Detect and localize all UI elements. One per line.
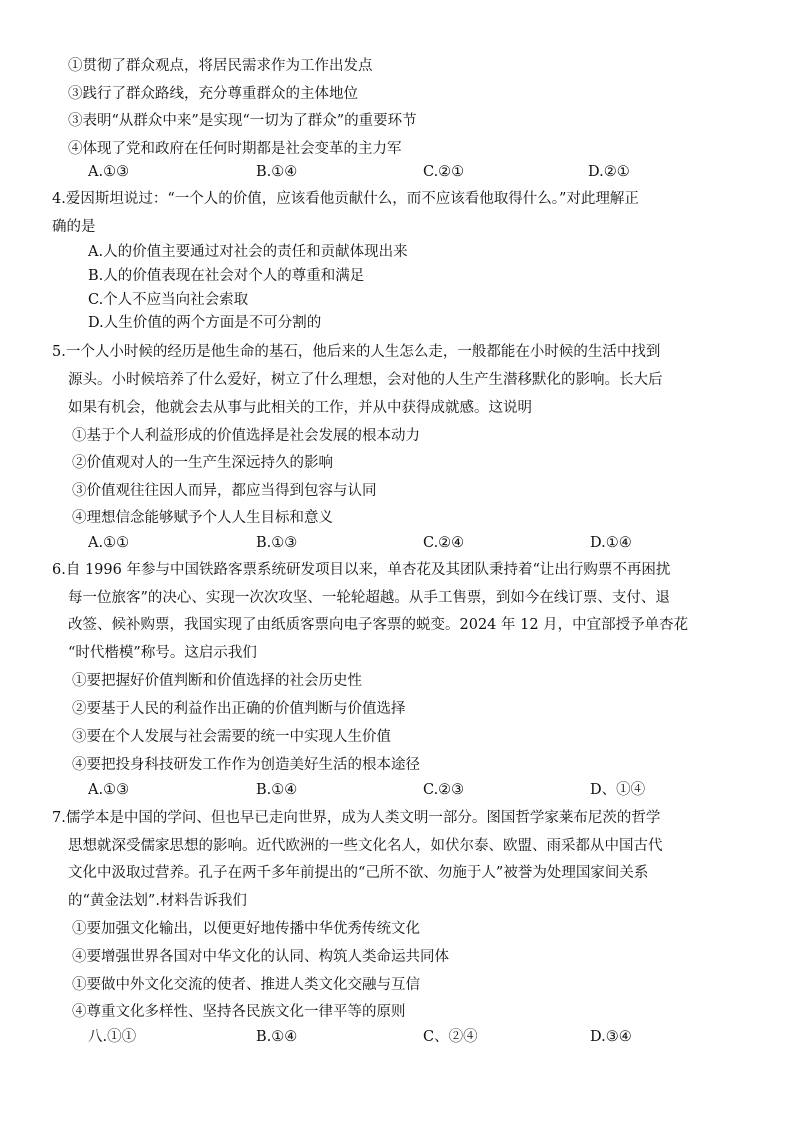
q4-option-a: A.人的价值主要通过对社会的责任和贡献体现出来 (88, 244, 408, 260)
q6-stem-line-4: “时代楷模”称号。这启示我们 (68, 645, 257, 661)
q7-statement-1: ①要加强文化输出，以便更好地传播中华优秀传统文化 (72, 921, 420, 937)
q5-stem-line-3: 如果有机会，他就会去从事与此相关的工作，并从中获得成就感。这说明 (68, 400, 532, 416)
q3-statement-1: ①贯彻了群众观点，将居民需求作为工作出发点 (68, 58, 373, 74)
q7-stem-line-4: 的“黄金法划”.材料告诉我们 (68, 893, 247, 909)
q4-option-d: D.人生价值的两个方面是不可分割的 (88, 315, 322, 331)
q6-option-d: D、①④ (590, 782, 646, 798)
q7-option-b: B.①④ (256, 1029, 298, 1045)
q7-options (0, 1027, 793, 1047)
q5-option-b: B.①③ (256, 535, 298, 551)
q7-stem-line-2: 思想就深受儒家思想的影响。近代欧洲的一些文化名人，如伏尔泰、欧盟、雨采都从中国古代 (68, 838, 663, 854)
q7-stem-line-1: 7.儒学本是中国的学问、但也早已走向世界，成为人类文明一部分。图国哲学家莱布尼茨的哲学 (52, 810, 661, 826)
q5-statement-4: ④理想信念能够赋予个人人生目标和意义 (72, 510, 333, 526)
q5-stem-line-2: 源头。小时候培养了什么爱好，树立了什么理想，会对他的人生产生潜移默化的影响。长大后 (68, 372, 663, 388)
q6-stem-line-2: 每一位旅客”的决心、实现一次次攻坚、一轮轮超越。从手工售票，到如今在线订票、支付、退 (68, 590, 670, 606)
q3-option-b: B.①④ (256, 164, 298, 180)
q7-statement-3: ①要做中外文化交流的使者、推进人类文化交融与互信 (72, 977, 420, 993)
q4-option-b: B.人的价值表现在社会对个人的尊重和满足 (88, 268, 365, 284)
q6-statement-1: ①要把握好价值判断和价值选择的社会历史性 (72, 673, 362, 689)
q3-option-a: A.①③ (88, 164, 130, 180)
q6-options (0, 780, 793, 800)
q5-statement-1: ①基于个人利益形成的价值选择是社会发展的根本动力 (72, 428, 420, 444)
q3-statement-2: ③践行了群众路线，充分尊重群众的主体地位 (68, 86, 358, 102)
q7-option-d: D.③④ (590, 1029, 632, 1045)
q7-statement-4: ④尊重文化多样性、坚持各民族文化一律平等的原则 (72, 1004, 406, 1020)
q5-option-a: A.①① (88, 535, 130, 551)
q5-option-d: D.①④ (590, 535, 632, 551)
q5-statement-2: ②价值观对人的一生产生深远持久的影响 (72, 455, 333, 471)
q6-option-b: B.①④ (256, 782, 298, 798)
q3-statement-4: ④体现了党和政府在任何时期都是社会变革的主力军 (68, 141, 402, 157)
q3-options (0, 162, 793, 182)
q4-stem-line-2: 确的是 (52, 219, 96, 235)
q4-stem-line-1: 4.爱因斯坦说过：“一个人的价值，应该看他贡献什么，而不应该看他取得什么。”对此理解正 (52, 191, 639, 207)
q7-stem-line-3: 文化中汲取过营养。孔子在两千多年前提出的“己所不欲、勿施于人”被誉为处理国家间关系 (68, 865, 649, 881)
q3-statement-3: ③表明“从群众中来”是实现“一切为了群众”的重要环节 (68, 113, 417, 129)
q6-statement-2: ②要基于人民的利益作出正确的价值判断与价值选择 (72, 701, 406, 717)
q6-stem-line-1: 6.自 1996 年参与中国铁路客票系统研发项目以来，单杏花及其团队秉持着“让出行购票不再困扰 (52, 562, 671, 578)
q6-statement-4: ④要把投身科技研发工作作为创造美好生活的根本途径 (72, 757, 420, 773)
q6-stem-line-3: 改签、候补购票，我国实现了由纸质客票向电子客票的蜕变。2024 年 12 月，中宜部授予单杏花 (68, 617, 689, 633)
q6-statement-3: ③要在个人发展与社会需要的统一中实现人生价值 (72, 729, 391, 745)
q5-option-c: C.②④ (423, 535, 465, 551)
q7-option-a: 八.①① (88, 1029, 137, 1045)
q3-option-d: D.②① (588, 164, 630, 180)
q5-options (0, 533, 793, 553)
q6-option-c: C.②③ (423, 782, 465, 798)
q5-statement-3: ③价值观往往因人而异，都应当得到包容与认同 (72, 483, 377, 499)
q7-statement-2: ④要增强世界各国对中华文化的认同、构筑人类命运共同体 (72, 949, 449, 965)
q3-option-c: C.②① (423, 164, 465, 180)
q4-option-c: C.个人不应当向社会索取 (88, 292, 249, 308)
q6-option-a: A.①③ (88, 782, 130, 798)
q5-stem-line-1: 5.一个人小时候的经历是他生命的基石，他后来的人生怎么走，一般都能在小时候的生活中找到 (52, 344, 661, 360)
q7-option-c: C、②④ (423, 1029, 478, 1045)
